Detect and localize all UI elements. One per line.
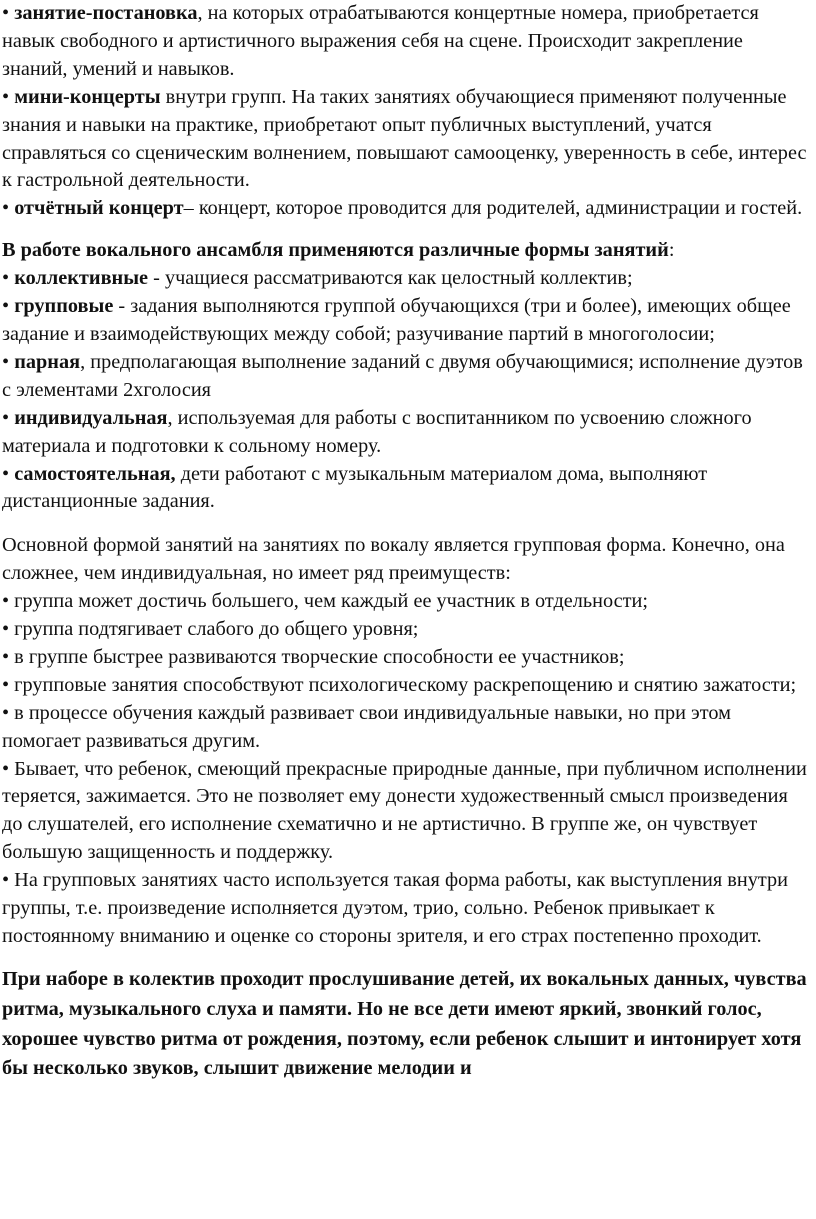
admission-section	[2, 965, 812, 1084]
list-item: • Бывает, что ребенок, смеющий прекрасные природные данные, при публичном исполнении теряется, зажимается. Это не позволяет ему донести художественный смысл произведения до слушателей, его исполнение схематично и не артистично. В группе же, он чувствует большую защищенность и поддержку.	[2, 757, 807, 864]
list-item: • группа подтягивает слабого до общего уровня;	[2, 618, 419, 641]
term: мини-концерты	[14, 85, 161, 108]
group-form-section	[2, 532, 812, 951]
list-item: • групповые - задания выполняются группой обучающихся (три и более), имеющих общее задание и взаимодействующих между собой; разучивание партий в многоголосии;	[2, 295, 791, 345]
paragraph: При наборе в колектив проходит прослушивание детей, их вокальных данных, чувства ритма, музыкального слуха и памяти. Но не все дети имеют яркий, звонкий голос, хорошее чувство ритма от рождения, поэтому, если ребенок слышит и интонирует хотя бы несколько звуков, слышит движение мелодии и	[2, 967, 807, 1080]
list-item: • На групповых занятиях часто используется такая форма работы, как выступления внутри группы, т.е. произведение исполняется дуэтом, трио, сольно. Ребенок привыкает к постоянному вниманию и оценке со стороны зрителя, и его страх постепенно проходит.	[2, 869, 788, 947]
list-item: • коллективные - учащиеся рассматриваются как целостный коллектив;	[2, 267, 633, 290]
list-item: • мини-концерты внутри групп. На таких занятиях обучающиеся применяют полученные знания и навыки на практике, приобретают опыт публичных выступлений, учатся справляться со сценическим волнением, повышают самооценку, уверенность в себе, интерес к гастрольной деятельности.	[2, 85, 807, 192]
list-item: • в группе быстрее развиваются творческие способности ее участников;	[2, 645, 625, 668]
paragraph: Основной формой занятий на занятиях по вокалу является групповая форма. Конечно, она сложнее, чем индивидуальная, но имеет ряд преимуществ:	[2, 534, 785, 585]
list-item: • отчётный концерт– концерт, которое проводится для родителей, администрации и гостей.	[2, 197, 803, 220]
list-item: • в процессе обучения каждый развивает свои индивидуальные навыки, но при этом помогает развиваться другим.	[2, 701, 731, 752]
term: индивидуальная	[14, 406, 168, 429]
term: самостоятельная,	[14, 462, 176, 485]
list-item: • самостоятельная, дети работают с музыкальным материалом дома, выполняют дистанционные задания.	[2, 462, 708, 513]
list-item: • группа может достичь большего, чем каждый ее участник в отдельности;	[2, 590, 649, 613]
term: парная	[14, 350, 81, 373]
list-item: • групповые занятия способствуют психологическому раскрепощению и снятию зажатости;	[2, 673, 797, 696]
list-item: • занятие-постановка, на которых отрабатываются концертные номера, приобретается навык свободного и артистичного выражения себя на сцене. Происходит закрепление знаний, умений и навыков.	[2, 2, 759, 80]
term: отчётный концерт	[14, 197, 184, 220]
list-item: • индивидуальная, используемая для работы с воспитанником по усвоению сложного материала и подготовки к сольному номеру.	[2, 406, 752, 457]
term: занятие-постановка	[14, 2, 198, 24]
section-heading: В работе вокального ансамбля применяются различные формы занятий:	[2, 239, 675, 262]
list-item: • парная, предполагающая выполнение заданий с двумя обучающимися; исполнение дуэтов с элементами 2хголосия	[2, 350, 803, 401]
lesson-forms-list	[2, 0, 812, 223]
term: коллективные	[14, 267, 149, 290]
term: групповые	[14, 295, 114, 318]
ensemble-forms-section	[2, 237, 812, 516]
